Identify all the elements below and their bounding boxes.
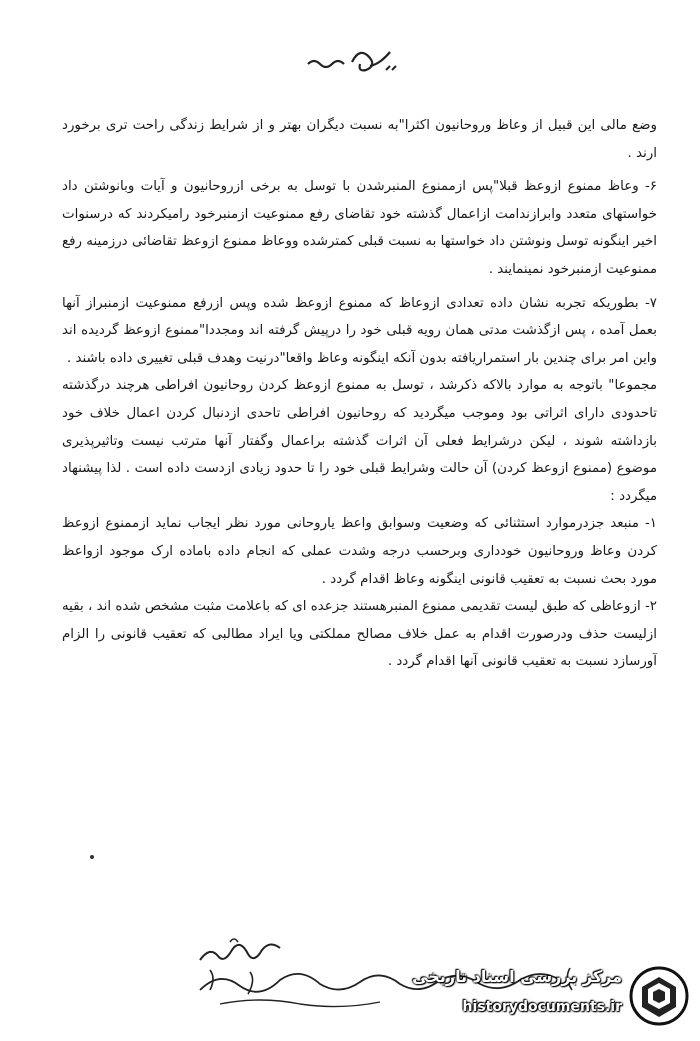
- watermark-url: historydocuments.ir: [462, 999, 622, 1015]
- paragraph-proposal-2: ۲- ازوعاظی که طبق لیست تقدیمی ممنوع المنبرهستند جزعده ای که باعلامت مثبت مشخص شده اند ، بقیه ازلیست حذف ودرصورت اقدام به عمل خلاف مصالح مملکتی ویا ایراد مطالبی که تعقیب قانونی را الزام آورسازد نسبت به تعقیب قانونی آنها اقدام گردد .: [62, 599, 657, 670]
- archive-watermark: [400, 963, 690, 1033]
- watermark-org-name: مرکز بررسی اسناد تاریخی: [412, 967, 622, 986]
- paragraph-intro: وضع مالی این قبیل از وعاظ وروحانیون اکثرا"به نسبت دیگران بهتر و از شرایط زندگی راحت تری برخورد ارند .: [62, 118, 657, 161]
- paragraph-item-6: ۶- وعاظ ممنوع ازوعظ قبلا"پس ازممنوع المنبرشدن با توسل به برخی ازروحانیون و آیات وبانوشتن داد خواستهای متعدد وابرازندامت ازاعمال گذشته خود تقاضای رفع ممنوعیت ازمنبرخود رامیکردند که درسنوات اخیر اینگونه توسل ونوشتن داد خواستها به نسبت قبلی کمترشده ووعاظ ممنوع ازوعظ تقاضائی درزمینه رفع ممنوعیت ازمنبرخود نمینمایند .: [62, 179, 657, 277]
- memo-body: [62, 112, 657, 676]
- paragraph-item-7: ۷- بطوریکه تجربه نشان داده تعدادی ازوعاظ که ممنوع ازوعظ شده وپس ازرفع ممنوعیت ازمنبراز آنها بعمل آمده ، پس ازگذشت مدتی همان رویه قبلی خود را درپیش گرفته اند ومجددا"ممنوع ازوعظ گردیده اند واین امر برای چندین بار استمراریافته بدون آنکه اینگونه وعاظ واقعا"درنیت وهدف قبلی تغییری داده باشند .: [62, 295, 657, 366]
- page-number-handwritten: [300, 40, 410, 80]
- ink-dot: [90, 855, 94, 859]
- paragraph-proposal-1: ۱- منبعد جزدرموارد استثنائی که وضعیت وسوابق واعظ یاروحانی مورد نظر ایجاب نماید ازممنوع ازوعظ کردن وعاظ وروحانیون خودداری وبرحسب درجه وشدت عملی که انجام داده باماده ارک موجود ازواعظ مورد بحث نسبت به تعقیب قانونی اینگونه وعاظ اقدام گردد .: [62, 516, 657, 587]
- paragraph-conclusion: مجموعا" باتوجه به موارد بالاکه ذکرشد ، توسل به ممنوع ازوعظ کردن روحانیون افراطی هرچند درگذشته تاحدودی دارای اثراتی بود وموجب میگردید که روحانیون افراطی تاحدی ازدنبال کردن اعمال خلاف خود بازداشته شوند ، لیکن درشرایط فعلی آن اثرات گذشته براعمال وگفتار آنها مترتب نیست وتاثیرپذیری موضوع (ممنوع ازوعظ کردن) آن حالت وشرایط قبلی خود را تا حدود زیادی ازدست داده است . لذا پیشنهاد میگردد :: [62, 378, 657, 504]
- archive-logo-icon: [628, 965, 690, 1027]
